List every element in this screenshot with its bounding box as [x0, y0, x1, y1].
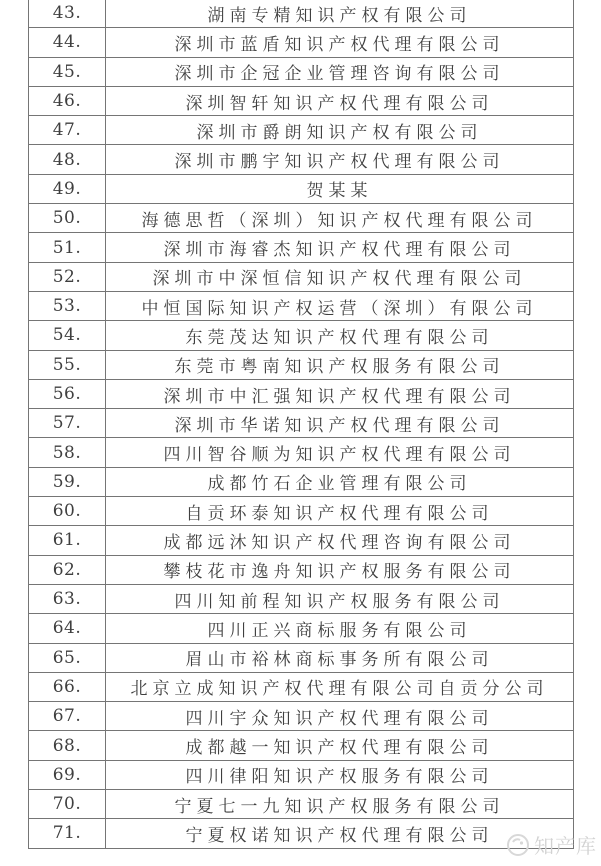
table-row	[29, 497, 574, 526]
company-name: 贺某某	[106, 174, 574, 203]
table-row	[29, 790, 574, 819]
company-name: 宁夏权诺知识产权代理有限公司	[106, 819, 574, 848]
company-name: 宁夏七一九知识产权服务有限公司	[106, 790, 574, 819]
table-row	[29, 28, 574, 57]
company-name: 深圳市中深恒信知识产权代理有限公司	[106, 262, 574, 291]
row-number: 61.	[29, 526, 106, 555]
row-number: 45.	[29, 57, 106, 86]
company-name: 自贡环泰知识产权代理有限公司	[106, 497, 574, 526]
table-row	[29, 760, 574, 789]
row-number: 56.	[29, 379, 106, 408]
company-name: 深圳市海睿杰知识产权代理有限公司	[106, 233, 574, 262]
table-row	[29, 702, 574, 731]
row-number: 67.	[29, 702, 106, 731]
table-row	[29, 204, 574, 233]
row-number: 51.	[29, 233, 106, 262]
company-name: 深圳市中汇强知识产权代理有限公司	[106, 379, 574, 408]
company-name: 深圳市爵朗知识产权有限公司	[106, 116, 574, 145]
company-name: 深圳市蓝盾知识产权代理有限公司	[106, 28, 574, 57]
row-number: 54.	[29, 321, 106, 350]
table-row	[29, 584, 574, 613]
row-number: 50.	[29, 204, 106, 233]
table-row	[29, 643, 574, 672]
row-number: 52.	[29, 262, 106, 291]
row-number: 48.	[29, 145, 106, 174]
row-number: 47.	[29, 116, 106, 145]
company-name: 四川律阳知识产权服务有限公司	[106, 760, 574, 789]
table-row	[29, 116, 574, 145]
company-name: 湖南专精知识产权有限公司	[106, 0, 574, 28]
company-name: 东莞市粤南知识产权服务有限公司	[106, 350, 574, 379]
row-number: 43.	[29, 0, 106, 28]
table-row	[29, 57, 574, 86]
table-row	[29, 233, 574, 262]
table-row	[29, 526, 574, 555]
table-row	[29, 321, 574, 350]
table-row	[29, 145, 574, 174]
row-number: 59.	[29, 467, 106, 496]
company-name: 中恒国际知识产权运营（深圳）有限公司	[106, 291, 574, 320]
row-number: 55.	[29, 350, 106, 379]
company-name: 深圳市鹏宇知识产权代理有限公司	[106, 145, 574, 174]
table-row	[29, 409, 574, 438]
table-row	[29, 174, 574, 203]
row-number: 53.	[29, 291, 106, 320]
row-number: 44.	[29, 28, 106, 57]
company-name: 深圳市华诺知识产权代理有限公司	[106, 409, 574, 438]
company-name: 四川宇众知识产权代理有限公司	[106, 702, 574, 731]
row-number: 69.	[29, 760, 106, 789]
table-row	[29, 0, 574, 28]
table-row	[29, 350, 574, 379]
row-number: 66.	[29, 672, 106, 701]
company-name: 北京立成知识产权代理有限公司自贡分公司	[106, 672, 574, 701]
company-table-body	[29, 0, 574, 848]
row-number: 46.	[29, 86, 106, 115]
table-row	[29, 262, 574, 291]
row-number: 57.	[29, 409, 106, 438]
table-row	[29, 86, 574, 115]
company-name: 海德思哲（深圳）知识产权代理有限公司	[106, 204, 574, 233]
company-name: 成都竹石企业管理有限公司	[106, 467, 574, 496]
company-name: 四川正兴商标服务有限公司	[106, 614, 574, 643]
table-row	[29, 672, 574, 701]
company-name: 成都越一知识产权代理有限公司	[106, 731, 574, 760]
row-number: 68.	[29, 731, 106, 760]
table-row	[29, 819, 574, 848]
table-row	[29, 614, 574, 643]
row-number: 49.	[29, 174, 106, 203]
row-number: 71.	[29, 819, 106, 848]
row-number: 64.	[29, 614, 106, 643]
company-name: 成都远沐知识产权代理咨询有限公司	[106, 526, 574, 555]
company-name: 深圳智轩知识产权代理有限公司	[106, 86, 574, 115]
table-row	[29, 379, 574, 408]
company-name: 四川智谷顺为知识产权代理有限公司	[106, 438, 574, 467]
company-name: 四川知前程知识产权服务有限公司	[106, 584, 574, 613]
table-row	[29, 291, 574, 320]
watermark	[506, 830, 597, 859]
company-name: 深圳市企冠企业管理咨询有限公司	[106, 57, 574, 86]
table-row	[29, 731, 574, 760]
company-name: 眉山市裕林商标事务所有限公司	[106, 643, 574, 672]
company-name: 攀枝花市逸舟知识产权服务有限公司	[106, 555, 574, 584]
zhichanku-logo-icon	[506, 833, 530, 857]
row-number: 70.	[29, 790, 106, 819]
table-row	[29, 467, 574, 496]
row-number: 60.	[29, 497, 106, 526]
table-row	[29, 555, 574, 584]
company-table	[28, 0, 574, 849]
row-number: 62.	[29, 555, 106, 584]
watermark-text: 知产库	[534, 834, 597, 858]
company-name: 东莞茂达知识产权代理有限公司	[106, 321, 574, 350]
row-number: 65.	[29, 643, 106, 672]
table-row	[29, 438, 574, 467]
row-number: 63.	[29, 584, 106, 613]
row-number: 58.	[29, 438, 106, 467]
